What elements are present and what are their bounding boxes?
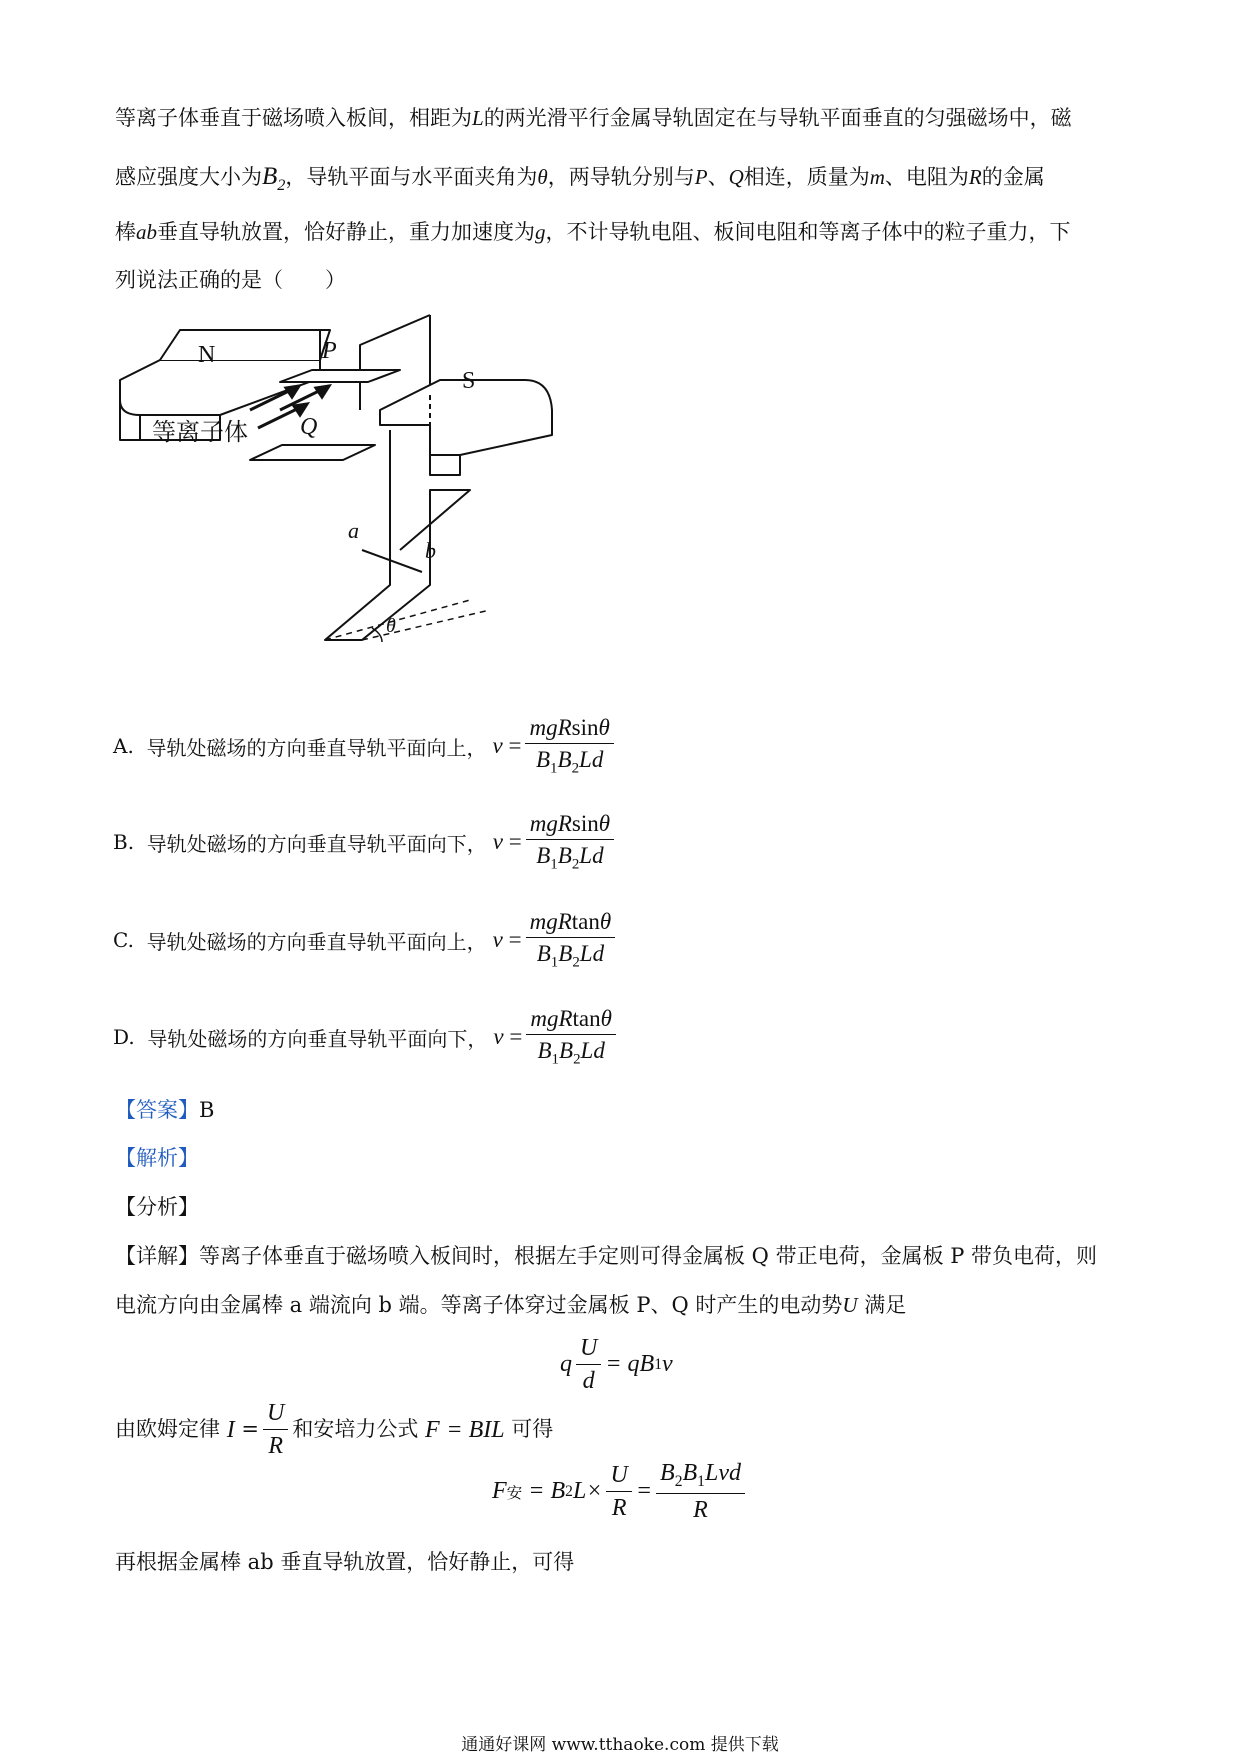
- detail-line-2: 电流方向由金属棒 a 端流向 b 端。等离子体穿过金属板 P、Q 时产生的电动势U 满足: [115, 1293, 907, 1317]
- equation-2: F 安 = B 2 L× $\frac{U}{R}$ = $\frac{B_2B_1Lvd}{R}$: [492, 1460, 749, 1523]
- plate-q: [250, 445, 375, 460]
- label-n: N: [198, 342, 216, 368]
- label-theta: θ: [386, 615, 396, 637]
- option-b[interactable]: B. 导轨处磁场的方向垂直导轨平面向下， v = $\frac{\text{mgRsinθ}}{B_1B_2Ld}$: [113, 811, 618, 873]
- label-a: a: [348, 518, 359, 543]
- answer-value: B: [199, 1098, 215, 1122]
- option-a[interactable]: A. 导轨处磁场的方向垂直导轨平面向上， v = $\frac{\text{mgRsinθ}}{B_1B_2Ld}$: [113, 715, 618, 777]
- question-line-3: 棒ab垂直导轨放置，恰好静止，重力加速度为g，不计导轨电阻、板间电阻和等离子体中的粒子重力，下: [115, 220, 1071, 244]
- label-plasma: 等离子体: [152, 418, 248, 446]
- fenxi-line: [115, 1197, 199, 1218]
- question-line-1: 等离子体垂直于磁场喷入板间，相距为L的两光滑平行金属导轨固定在与导轨平面垂直的匀强磁场中，磁: [115, 106, 1072, 130]
- option-c[interactable]: C. 导轨处磁场的方向垂直导轨平面向上， v = $\frac{\text{mgRtanθ}}{B_1B_2Ld}$: [113, 909, 619, 971]
- bar-ab: [362, 550, 422, 572]
- var-B2: $B_2$: [262, 163, 286, 194]
- magnet-rail-diagram: [100, 300, 560, 690]
- detail-line-1: 【详解】等离子体垂直于磁场喷入板间时，根据左手定则可得金属板 Q 带正电荷，金属板 P 带负电荷，则: [115, 1244, 1098, 1268]
- footer: 通通好课网 www.tthaoke.com 提供下载: [461, 1735, 779, 1755]
- question-line-4: 列说法正确的是（ ）: [115, 268, 346, 292]
- var-theta: θ: [537, 165, 548, 189]
- question-line-2: 感应强度大小为$B_2$，导轨平面与水平面夹角为θ，两导轨分别与P、Q相连，质量为m、电阻为R的金属: [115, 163, 1045, 194]
- equation-1: q $\frac{U}{d}$ = qB 1 v: [560, 1335, 673, 1395]
- answer-line: [115, 1100, 214, 1121]
- label-p: P: [322, 338, 337, 364]
- last-line: 再根据金属棒 ab 垂直导轨放置，恰好静止，可得: [115, 1550, 575, 1574]
- rail-frame: [325, 430, 470, 640]
- analysis-tag: 【解析】: [115, 1146, 199, 1170]
- label-q: Q: [300, 414, 318, 440]
- analysis-line: [115, 1148, 199, 1169]
- option-d[interactable]: D. 导轨处磁场的方向垂直导轨平面向下， v = $\frac{\text{mgRtanθ}}{B_1B_2Ld}$: [113, 1006, 620, 1068]
- ohm-line: 由欧姆定律 I = $\frac{U}{R}$ 和安培力公式 F = BIL 可得: [115, 1400, 554, 1460]
- fenxi-tag: 【分析】: [115, 1195, 199, 1219]
- label-s: S: [462, 368, 476, 394]
- var-L: L: [472, 106, 484, 130]
- detail-tag: 【详解】: [115, 1244, 199, 1268]
- label-b: b: [425, 538, 436, 563]
- answer-tag: 【答案】: [115, 1098, 199, 1122]
